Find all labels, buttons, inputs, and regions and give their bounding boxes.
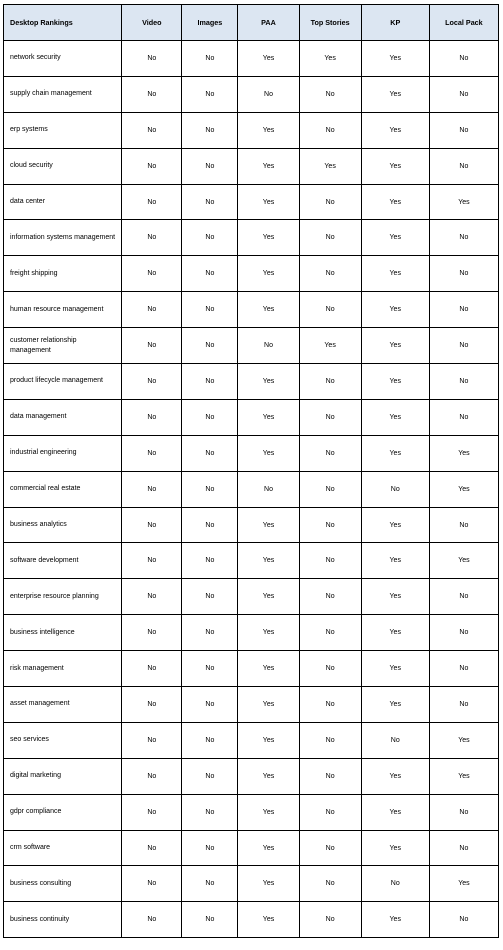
keyword-cell: software development — [4, 543, 122, 579]
images-cell: No — [182, 256, 238, 292]
paa-cell: Yes — [238, 256, 299, 292]
kp-cell: No — [361, 722, 429, 758]
paa-cell: No — [238, 471, 299, 507]
paa-cell: Yes — [238, 399, 299, 435]
keyword-cell: product lifecycle management — [4, 364, 122, 400]
table-row — [4, 471, 499, 507]
top-stories-cell: Yes — [299, 328, 361, 364]
video-cell: No — [122, 76, 182, 112]
header-top-stories: Top Stories — [299, 5, 361, 41]
desktop-rankings-table — [3, 4, 499, 938]
table-row — [4, 758, 499, 794]
rankings-table-container — [3, 4, 499, 938]
images-cell: No — [182, 220, 238, 256]
top-stories-cell: Yes — [299, 148, 361, 184]
local-pack-cell: Yes — [429, 866, 498, 902]
paa-cell: Yes — [238, 112, 299, 148]
table-row — [4, 148, 499, 184]
images-cell: No — [182, 758, 238, 794]
local-pack-cell: No — [429, 220, 498, 256]
paa-cell: Yes — [238, 866, 299, 902]
top-stories-cell: No — [299, 543, 361, 579]
video-cell: No — [122, 364, 182, 400]
top-stories-cell: No — [299, 220, 361, 256]
keyword-cell: data management — [4, 399, 122, 435]
paa-cell: Yes — [238, 794, 299, 830]
keyword-cell: crm software — [4, 830, 122, 866]
paa-cell: Yes — [238, 830, 299, 866]
keyword-cell: data center — [4, 184, 122, 220]
kp-cell: Yes — [361, 184, 429, 220]
local-pack-cell: No — [429, 364, 498, 400]
top-stories-cell: No — [299, 292, 361, 328]
video-cell: No — [122, 41, 182, 77]
local-pack-cell: Yes — [429, 758, 498, 794]
paa-cell: Yes — [238, 435, 299, 471]
paa-cell: Yes — [238, 579, 299, 615]
local-pack-cell: No — [429, 902, 498, 938]
kp-cell: Yes — [361, 687, 429, 723]
images-cell: No — [182, 76, 238, 112]
images-cell: No — [182, 292, 238, 328]
header-kp: KP — [361, 5, 429, 41]
table-row — [4, 579, 499, 615]
top-stories-cell: No — [299, 758, 361, 794]
paa-cell: Yes — [238, 615, 299, 651]
keyword-cell: seo services — [4, 722, 122, 758]
table-row — [4, 902, 499, 938]
images-cell: No — [182, 435, 238, 471]
top-stories-cell: No — [299, 866, 361, 902]
images-cell: No — [182, 471, 238, 507]
video-cell: No — [122, 830, 182, 866]
video-cell: No — [122, 543, 182, 579]
table-row — [4, 615, 499, 651]
local-pack-cell: No — [429, 579, 498, 615]
kp-cell: Yes — [361, 794, 429, 830]
paa-cell: Yes — [238, 41, 299, 77]
video-cell: No — [122, 292, 182, 328]
kp-cell: Yes — [361, 543, 429, 579]
kp-cell: Yes — [361, 902, 429, 938]
kp-cell: Yes — [361, 112, 429, 148]
images-cell: No — [182, 543, 238, 579]
images-cell: No — [182, 687, 238, 723]
kp-cell: Yes — [361, 328, 429, 364]
video-cell: No — [122, 184, 182, 220]
kp-cell: Yes — [361, 220, 429, 256]
local-pack-cell: No — [429, 399, 498, 435]
video-cell: No — [122, 902, 182, 938]
kp-cell: Yes — [361, 758, 429, 794]
table-header-row — [4, 5, 499, 41]
images-cell: No — [182, 328, 238, 364]
local-pack-cell: No — [429, 148, 498, 184]
keyword-cell: customer relationship management — [4, 328, 122, 364]
table-row — [4, 76, 499, 112]
keyword-cell: asset management — [4, 687, 122, 723]
table-row — [4, 687, 499, 723]
local-pack-cell: Yes — [429, 435, 498, 471]
table-row — [4, 292, 499, 328]
table-row — [4, 507, 499, 543]
video-cell: No — [122, 651, 182, 687]
table-row — [4, 830, 499, 866]
header-video: Video — [122, 5, 182, 41]
kp-cell: Yes — [361, 830, 429, 866]
paa-cell: Yes — [238, 902, 299, 938]
table-row — [4, 651, 499, 687]
video-cell: No — [122, 256, 182, 292]
keyword-cell: network security — [4, 41, 122, 77]
paa-cell: Yes — [238, 184, 299, 220]
paa-cell: Yes — [238, 364, 299, 400]
video-cell: No — [122, 758, 182, 794]
table-row — [4, 399, 499, 435]
top-stories-cell: No — [299, 651, 361, 687]
paa-cell: Yes — [238, 148, 299, 184]
paa-cell: Yes — [238, 292, 299, 328]
keyword-cell: business intelligence — [4, 615, 122, 651]
video-cell: No — [122, 722, 182, 758]
keyword-cell: supply chain management — [4, 76, 122, 112]
top-stories-cell: No — [299, 830, 361, 866]
table-row — [4, 722, 499, 758]
table-body — [4, 41, 499, 938]
kp-cell: Yes — [361, 579, 429, 615]
local-pack-cell: Yes — [429, 184, 498, 220]
images-cell: No — [182, 148, 238, 184]
keyword-cell: human resource management — [4, 292, 122, 328]
kp-cell: No — [361, 471, 429, 507]
local-pack-cell: Yes — [429, 722, 498, 758]
video-cell: No — [122, 687, 182, 723]
table-row — [4, 184, 499, 220]
table-row — [4, 256, 499, 292]
table-row — [4, 794, 499, 830]
keyword-cell: erp systems — [4, 112, 122, 148]
video-cell: No — [122, 507, 182, 543]
images-cell: No — [182, 41, 238, 77]
paa-cell: Yes — [238, 651, 299, 687]
paa-cell: No — [238, 76, 299, 112]
keyword-cell: risk management — [4, 651, 122, 687]
keyword-cell: business analytics — [4, 507, 122, 543]
top-stories-cell: No — [299, 76, 361, 112]
local-pack-cell: Yes — [429, 471, 498, 507]
top-stories-cell: No — [299, 507, 361, 543]
kp-cell: Yes — [361, 651, 429, 687]
table-row — [4, 112, 499, 148]
table-row — [4, 41, 499, 77]
paa-cell: No — [238, 328, 299, 364]
images-cell: No — [182, 364, 238, 400]
video-cell: No — [122, 220, 182, 256]
images-cell: No — [182, 507, 238, 543]
keyword-cell: cloud security — [4, 148, 122, 184]
top-stories-cell: No — [299, 399, 361, 435]
video-cell: No — [122, 866, 182, 902]
kp-cell: Yes — [361, 364, 429, 400]
local-pack-cell: No — [429, 651, 498, 687]
top-stories-cell: Yes — [299, 41, 361, 77]
table-row — [4, 866, 499, 902]
top-stories-cell: No — [299, 184, 361, 220]
local-pack-cell: No — [429, 615, 498, 651]
paa-cell: Yes — [238, 220, 299, 256]
top-stories-cell: No — [299, 364, 361, 400]
video-cell: No — [122, 471, 182, 507]
top-stories-cell: No — [299, 256, 361, 292]
header-images: Images — [182, 5, 238, 41]
video-cell: No — [122, 579, 182, 615]
keyword-cell: enterprise resource planning — [4, 579, 122, 615]
paa-cell: Yes — [238, 543, 299, 579]
video-cell: No — [122, 328, 182, 364]
header-local-pack: Local Pack — [429, 5, 498, 41]
kp-cell: Yes — [361, 435, 429, 471]
local-pack-cell: No — [429, 41, 498, 77]
top-stories-cell: No — [299, 471, 361, 507]
table-row — [4, 435, 499, 471]
images-cell: No — [182, 794, 238, 830]
images-cell: No — [182, 830, 238, 866]
kp-cell: Yes — [361, 507, 429, 543]
video-cell: No — [122, 399, 182, 435]
top-stories-cell: No — [299, 615, 361, 651]
table-row — [4, 328, 499, 364]
kp-cell: No — [361, 866, 429, 902]
paa-cell: Yes — [238, 758, 299, 794]
kp-cell: Yes — [361, 292, 429, 328]
keyword-cell: business continuity — [4, 902, 122, 938]
local-pack-cell: No — [429, 112, 498, 148]
local-pack-cell: No — [429, 76, 498, 112]
video-cell: No — [122, 435, 182, 471]
header-paa: PAA — [238, 5, 299, 41]
top-stories-cell: No — [299, 902, 361, 938]
kp-cell: Yes — [361, 399, 429, 435]
keyword-cell: gdpr compliance — [4, 794, 122, 830]
table-row — [4, 543, 499, 579]
top-stories-cell: No — [299, 794, 361, 830]
keyword-cell: commercial real estate — [4, 471, 122, 507]
local-pack-cell: No — [429, 687, 498, 723]
local-pack-cell: Yes — [429, 543, 498, 579]
images-cell: No — [182, 722, 238, 758]
images-cell: No — [182, 902, 238, 938]
video-cell: No — [122, 148, 182, 184]
table-row — [4, 220, 499, 256]
paa-cell: Yes — [238, 722, 299, 758]
top-stories-cell: No — [299, 112, 361, 148]
video-cell: No — [122, 112, 182, 148]
images-cell: No — [182, 866, 238, 902]
local-pack-cell: No — [429, 328, 498, 364]
top-stories-cell: No — [299, 722, 361, 758]
images-cell: No — [182, 579, 238, 615]
keyword-cell: business consulting — [4, 866, 122, 902]
images-cell: No — [182, 651, 238, 687]
kp-cell: Yes — [361, 41, 429, 77]
keyword-cell: freight shipping — [4, 256, 122, 292]
images-cell: No — [182, 399, 238, 435]
local-pack-cell: No — [429, 292, 498, 328]
video-cell: No — [122, 794, 182, 830]
local-pack-cell: No — [429, 256, 498, 292]
keyword-cell: digital marketing — [4, 758, 122, 794]
video-cell: No — [122, 615, 182, 651]
keyword-cell: information systems management — [4, 220, 122, 256]
keyword-cell: industrial engineering — [4, 435, 122, 471]
table-row — [4, 364, 499, 400]
images-cell: No — [182, 112, 238, 148]
images-cell: No — [182, 184, 238, 220]
local-pack-cell: No — [429, 830, 498, 866]
local-pack-cell: No — [429, 794, 498, 830]
paa-cell: Yes — [238, 507, 299, 543]
kp-cell: Yes — [361, 256, 429, 292]
images-cell: No — [182, 615, 238, 651]
kp-cell: Yes — [361, 76, 429, 112]
header-desktop-rankings: Desktop Rankings — [4, 5, 122, 41]
top-stories-cell: No — [299, 579, 361, 615]
top-stories-cell: No — [299, 687, 361, 723]
paa-cell: Yes — [238, 687, 299, 723]
kp-cell: Yes — [361, 615, 429, 651]
kp-cell: Yes — [361, 148, 429, 184]
top-stories-cell: No — [299, 435, 361, 471]
local-pack-cell: No — [429, 507, 498, 543]
